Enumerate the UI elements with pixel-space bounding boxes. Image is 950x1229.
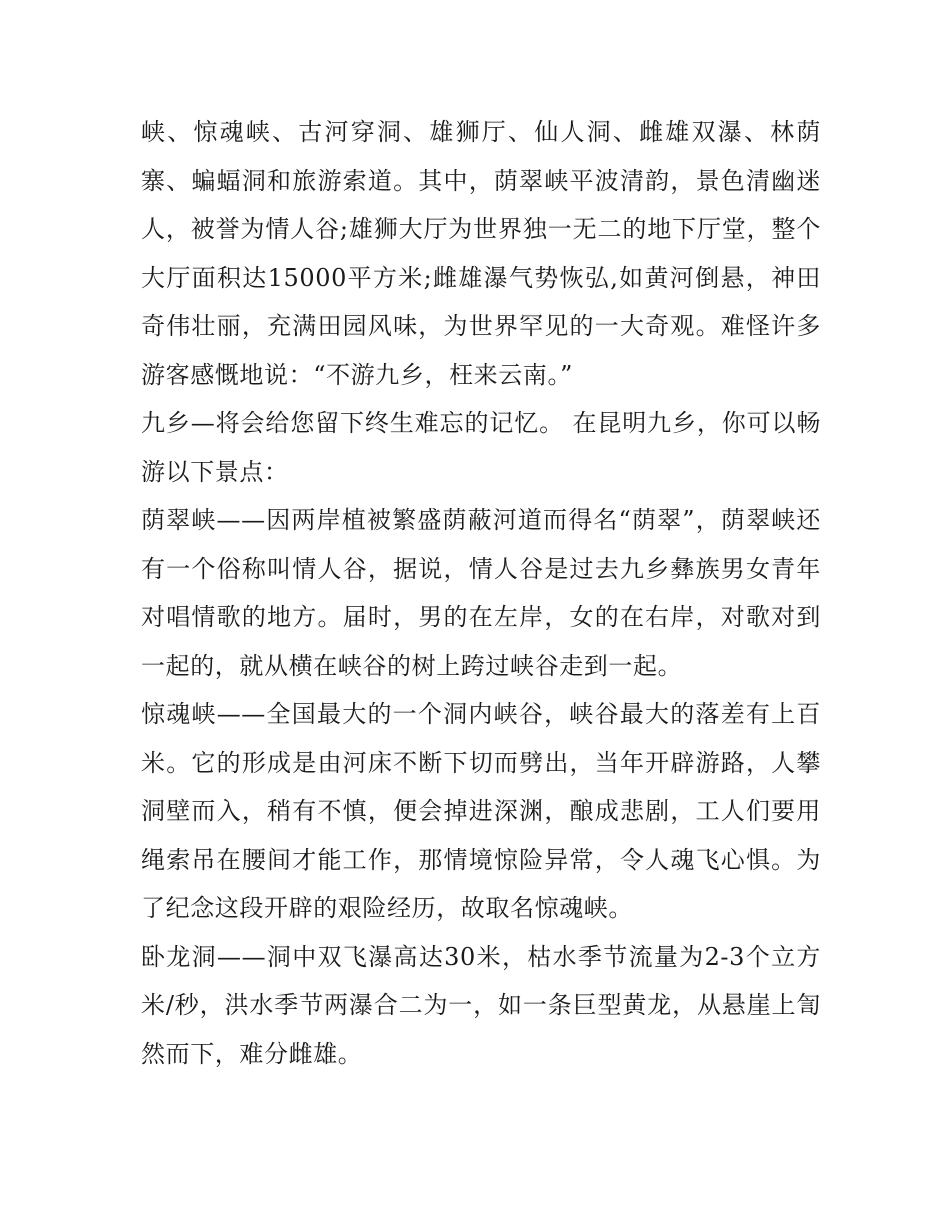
- document-page: [141, 108, 821, 1078]
- paragraph-jiuxiang-intro: 九乡—将会给您留下终生难忘的记忆。 在昆明九乡，你可以畅游以下景点：: [141, 409, 821, 486]
- paragraph-wolong-cave: 卧龙洞——洞中双飞瀑高达30米，枯水季节流量为2-3个立方米/秒，洪水季节两瀑合二为一，如一条巨型黄龙，从悬崖上訇然而下，难分雌雄。: [141, 942, 821, 1068]
- paragraph-jinghun-gorge: 惊魂峡——全国最大的一个洞内峡谷，峡谷最大的落差有上百米。它的形成是由河床不断下切而劈出，当年开辟游路，人攀洞壁而入，稍有不慎，便会掉进深渊，酿成悲剧，工人们要用绳索吊在腰间才能工作，那情境惊险异常，令人魂飞心惧。为了纪念这段开辟的艰险经历，故取名惊魂峡。: [141, 700, 821, 922]
- paragraph-continuation: 峡、惊魂峡、古河穿洞、雄狮厅、仙人洞、雌雄双瀑、林荫寨、蝙蝠洞和旅游索道。其中，荫翠峡平波清韵，景色清幽迷人，被誉为情人谷;雄狮大厅为世界独一无二的地下厅堂，整个大厅面积达15000平方米;雌雄瀑气势恢弘,如黄河倒悬，神田奇伟壮丽，充满田园风味，为世界罕见的一大奇观。难怪许多游客感慨地说：“不游九乡，枉来云南。”: [141, 118, 821, 389]
- paragraph-yincui-gorge: 荫翠峡——因两岸植被繁盛荫蔽河道而得名“荫翠”，荫翠峡还有一个俗称叫情人谷，据说，情人谷是过去九乡彝族男女青年对唱情歌的地方。届时，男的在左岸，女的在右岸，对歌对到一起的，就从横在峡谷的树上跨过峡谷走到一起。: [141, 506, 821, 680]
